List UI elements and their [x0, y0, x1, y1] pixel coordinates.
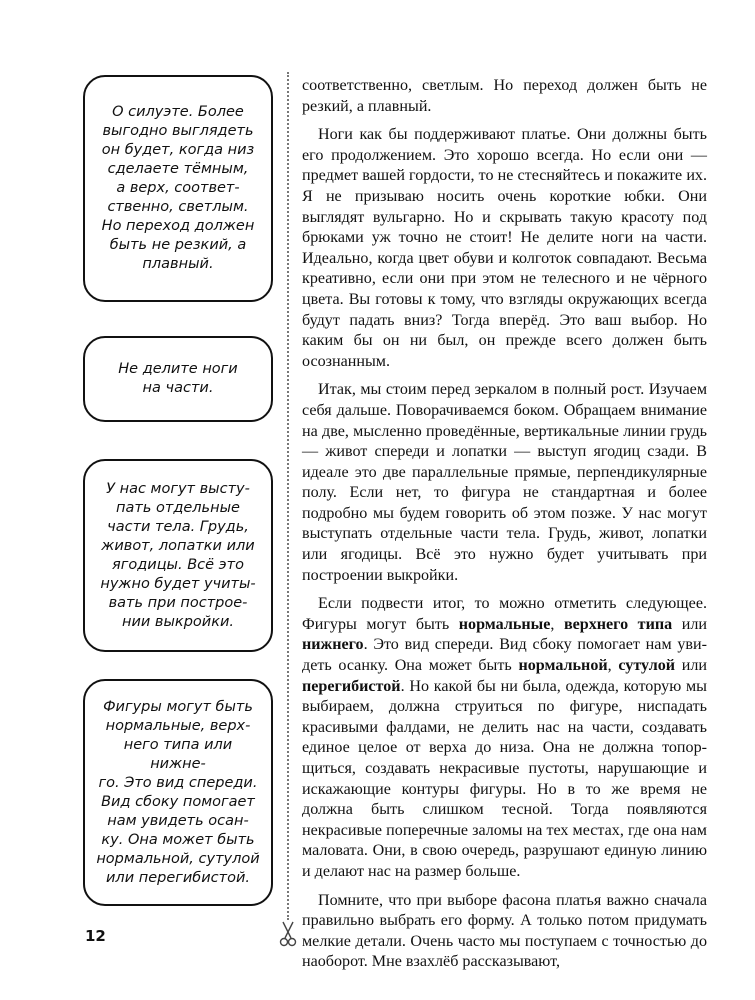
sidebar-note-text: Фигуры могут быть нормальные, верх- него типа или нижне- го. Это вид спереди. Вид сбоку помогает нам увидеть осан- ку. Она может быть нормальной, сутулой или перегибистой. [96, 698, 260, 886]
paragraph: соответственно, светлым. Но переход должен быть не резкий, а плавный. [302, 77, 707, 115]
paragraph: Итак, мы стоим перед зеркалом в полный рост. Изучаем себя дальше. Поворачиваемся боком. Обращаем внимание на две, мысленно проведённые, вертикальные линии грудь — живот спереди и лопатки — выступ ягодиц сзади. В идеале это две параллельные прямые, перпендикулярные полу. Если нет, то фигура не стандартная и более подробно мы будем говорить об этом позже. У нас могут выступать отдельные части тела. Грудь, живот, лопатки или ягодицы. Всё это нужно будет учитывать при построении выкройки. [302, 381, 707, 584]
sidebar-note-silhouette [83, 75, 273, 302]
bold-term-swayback: перегибистой [302, 677, 401, 695]
sidebar-note-legs [83, 336, 273, 422]
text-run: , [607, 657, 619, 675]
sidebar-note-text: У нас могут высту- пать отдельные части тела. Грудь, живот, лопатки или ягодицы. Всё это нужно будет учиты- вать при построе- нии выкройки. [100, 480, 256, 630]
text-run: или [672, 615, 707, 633]
text-run: . Это вид спереди. Вид сбоку помогает нам увидеть осанку. Она может быть [302, 636, 707, 675]
sidebar-note-text: О силуэте. Более выгодно выглядеть он будет, когда низ сделаете тёмным, а верх, соответ- ственно, светлым. Но переход должен быть не резкий, а плавный. [101, 104, 255, 272]
scissors-icon [276, 920, 300, 948]
paragraph: Помните, что при выборе фасона платья важно сначала правильно выбрать его форму. А только потом придумать мелкие детали. Очень часто мы поступаем с точностью до наоборот. Мне взахлёб рассказывают, [302, 891, 707, 971]
text-run: . Но какой бы ни была, одежда, которую мы выбираем, должна струиться по фигуре, ниспадать красивыми фалдами, не делить нас на части, создавать единое целое от верха до низа. Она не должна топорщиться, создавать некрасивые пустоты, нарушающие и искажающие контуры фигуры. Но в то же время не должна быть слишком тесной. Тогда появляются некрасивые поперечные заломы на тех местах, где она нам маловата. Они, в свою очередь, разрушают единую линию и делают нас на размер больше. [302, 677, 707, 880]
text-run: или [675, 657, 707, 675]
dotted-cut-line [287, 72, 289, 920]
bold-term-normal-posture: нормальной [518, 657, 608, 675]
main-body-text [302, 76, 707, 981]
paragraph [302, 594, 707, 882]
sidebar-note-body-parts [83, 459, 273, 652]
paragraph: Ноги как бы поддерживают платье. Они должны быть его продолжением. Это хорошо всегда. Но если они — предмет вашей гордости, то не стесняйтесь и покажите их. Я не призываю носить очень короткие юбки. Они выглядят вульгарно. Но и скрывать такую красоту под брюками уж точно не стоит! Не делите ноги на части. Идеально, когда цвет обуви и колготок совпадают. Весьма креативно, если они при этом не телесного и не чёрного цвета. Вы готовы к тому, что взгляды окружающих всегда будут падать вниз? Тогда вперёд. Это ваш выбор. Но каким бы он ни был, он прежде всего должен быть осознанным. [302, 126, 707, 370]
text-run: , [550, 615, 564, 633]
sidebar-note-figure-types [83, 679, 273, 906]
page-number: 12 [85, 927, 106, 945]
text-run: Если подвести итог, то можно отметить следующее. Фигуры могут быть [302, 595, 707, 633]
bold-term-normal: нормальные [458, 615, 551, 633]
bold-term-stooped: сутулой [618, 657, 676, 675]
sidebar-note-text: Не делите ноги на части. [118, 361, 238, 396]
bold-term-upper-type: верхнего типа [563, 615, 673, 633]
bold-term-lower: нижнего [302, 636, 364, 654]
